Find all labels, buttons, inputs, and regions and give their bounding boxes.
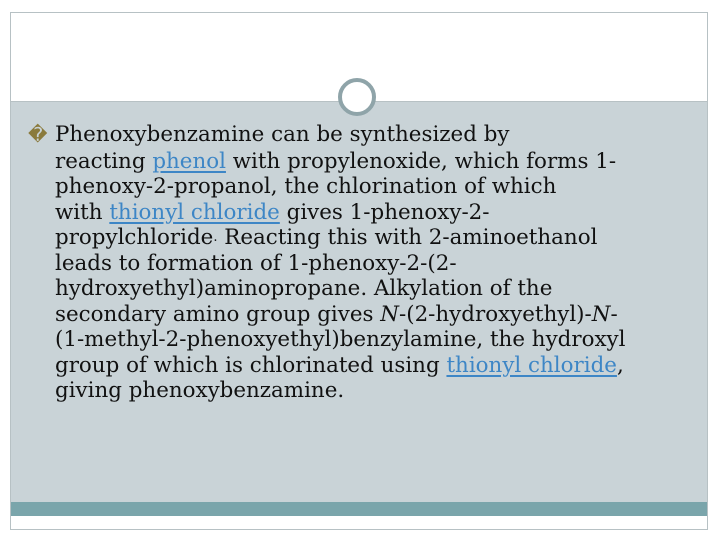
line-text: gives 1-phenoxy-2- — [279, 199, 490, 225]
text-line-3: phenoxy-2-propanol, the chlorination of which — [55, 174, 557, 199]
line-text: secondary amino group gives — [55, 301, 381, 327]
line-text: with — [55, 199, 110, 225]
line-text: reacting — [55, 148, 153, 174]
link-phenol[interactable]: phenol — [152, 148, 226, 174]
bullet-icon: � — [28, 124, 48, 146]
line-text: Reacting this with 2-aminoethanol — [217, 225, 598, 250]
text-line-6: leads to formation of 1-phenoxy-2-(2- — [55, 250, 457, 276]
ornament-circle — [338, 78, 376, 116]
text-line-9: (1-methyl-2-phenoxyethyl)benzylamine, the hydroxyl — [55, 327, 626, 352]
footnote-dot: . — [213, 230, 218, 245]
text-line-2 — [28, 149, 688, 175]
italic-n: N — [591, 301, 611, 327]
line-text: group of which is chlorinated using — [55, 352, 447, 378]
line-text: - — [610, 301, 618, 327]
line-text: propylchloride — [55, 225, 214, 250]
italic-n: N — [380, 301, 399, 327]
text-line-4 — [28, 200, 688, 226]
line-text: -(2-hydroxyethyl)- — [399, 301, 592, 327]
link-thionyl-chloride-1[interactable]: thionyl chloride — [109, 199, 280, 225]
link-thionyl-chloride-2[interactable]: thionyl chloride — [446, 352, 617, 378]
text-line-5 — [28, 225, 688, 251]
text-line-7: hydroxyethyl)aminopropane. Alkylation of the — [55, 276, 553, 301]
text-line-8 — [28, 302, 688, 328]
text-line-10 — [28, 353, 688, 379]
text-line-11: giving phenoxybenzamine. — [55, 378, 345, 403]
line-text: Phenoxybenzamine can be synthesized by — [55, 122, 510, 147]
body-text — [28, 122, 688, 404]
line-text: with propylenoxide, which forms 1- — [225, 148, 617, 174]
line-text: , — [616, 352, 624, 378]
footer-bar — [11, 502, 707, 516]
text-line-1 — [28, 122, 688, 149]
